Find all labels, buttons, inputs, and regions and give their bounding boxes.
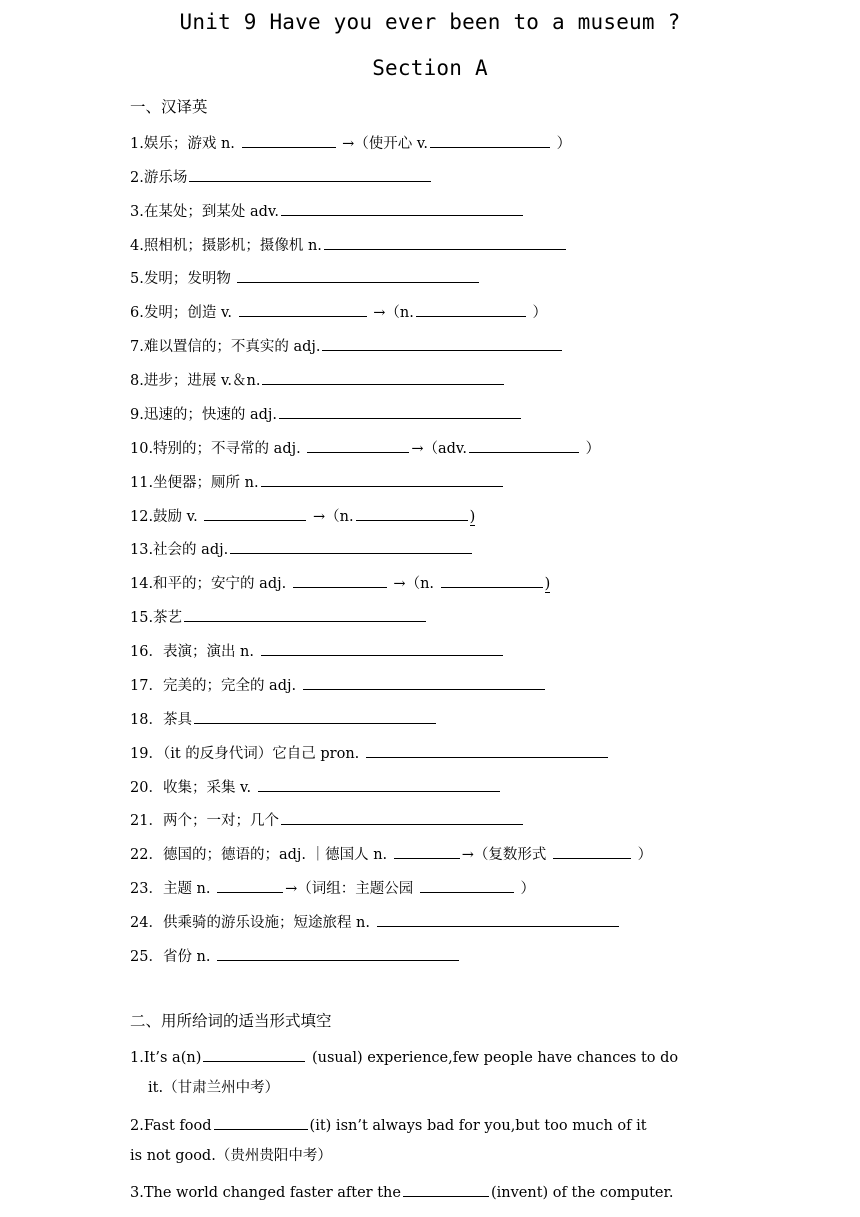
item-13-text: 13.社会的 adj. [130,542,229,558]
item-7-blank[interactable] [322,333,562,351]
page-title: Unit 9 Have you ever been to a museum ? [179,10,681,34]
item-10-text: 10.特别的；不寻常的 adj. [130,441,306,457]
item-24-blank[interactable] [377,909,619,927]
item-9 [130,401,523,423]
item-17-blank[interactable] [303,672,545,690]
item-1-text-b: →（使开心 v. [337,136,428,152]
item-4-blank[interactable] [324,232,566,250]
item-10 [130,435,600,457]
item-6 [130,299,547,321]
item-11-blank[interactable] [261,469,503,487]
item-2-text: 2.游乐场 [130,170,188,186]
fill-q2-text-b: (it) isn’t always bad for you,but too much of it [309,1118,647,1134]
fill-q2-text: 2.Fast food [130,1118,212,1134]
item-7 [130,333,564,355]
item-4-text: 4.照相机；摄影机；摄像机 n. [130,238,322,254]
fill-q1-text-b: (usual) experience,few people have chances to do [307,1050,679,1066]
fill-q1-text: 1.It’s a(n) [130,1050,202,1066]
item-11-text: 11.坐便器；厕所 n. [130,475,259,491]
item-1-text-c: ） [551,136,572,152]
item-23-blank-1[interactable] [217,875,283,893]
item-22-blank-1[interactable] [394,841,460,859]
item-11 [130,469,505,491]
item-12-text: 12.鼓励 v. [130,509,203,525]
item-21-text: 21．两个；一对；几个 [130,813,279,829]
item-14-blank-2[interactable] [441,570,543,588]
item-12 [130,503,475,525]
item-20 [130,774,502,796]
item-25 [130,943,461,965]
item-12-text-b: →（n. [308,509,354,525]
item-22-text-b: →（复数形式 [461,847,552,863]
item-6-text: 6.发明；创造 v. [130,305,237,321]
fill-q1-cont: it.（甘肃兰州中考） [148,1080,280,1096]
item-20-blank[interactable] [258,774,500,792]
fill-q1-blank[interactable] [203,1044,305,1062]
item-19-blank[interactable] [366,740,608,758]
item-17-text: 17．完美的；完全的 adj. [130,678,301,694]
item-24-text: 24．供乘骑的游乐设施；短途旅程 n. [130,915,375,931]
item-3-blank[interactable] [281,198,523,216]
item-7-text: 7.难以置信的；不真实的 adj. [130,339,321,355]
item-18 [130,706,438,728]
item-22 [130,841,652,863]
item-6-blank-2[interactable] [416,299,526,317]
item-10-blank-2[interactable] [469,435,579,453]
fill-q3-text: 3.The world changed faster after the [130,1185,401,1201]
item-14-text-b: →（n. [388,576,439,592]
item-6-text-b: →（n. [368,305,414,321]
item-9-text: 9.迅速的；快速的 adj. [130,407,277,423]
item-5-blank[interactable] [237,265,479,283]
item-12-blank-1[interactable] [204,503,306,521]
item-14-blank-1[interactable] [293,570,387,588]
item-25-text: 25．省份 n. [130,949,216,965]
item-23-text: 23．主题 n. [130,881,216,897]
item-21-blank[interactable] [281,807,523,825]
fill-q3 [130,1179,673,1201]
item-16 [130,638,505,660]
fill-q2-blank[interactable] [214,1112,308,1130]
item-17 [130,672,547,694]
item-19-text: 19．（it 的反身代词）它自己 pron. [130,746,364,762]
item-2 [130,164,433,186]
item-13-blank[interactable] [230,536,472,554]
fill-q3-text-b: (invent) of the computer. [490,1185,674,1201]
section-title: Section A [372,56,488,80]
item-8-text: 8.进步；进展 v.＆n. [130,373,261,389]
item-3 [130,198,525,220]
item-18-text: 18．茶具 [130,712,192,728]
item-10-text-b: →（adv. [411,441,467,457]
item-20-text: 20．收集；采集 v. [130,780,256,796]
item-9-blank[interactable] [279,401,521,419]
item-16-blank[interactable] [261,638,503,656]
item-23-text-c: ） [515,881,535,897]
fill-q3-blank[interactable] [403,1179,489,1197]
item-19 [130,740,610,762]
item-22-text-c: ） [633,847,653,863]
item-1-blank-1[interactable] [242,130,336,148]
item-12-blank-2[interactable] [356,503,468,521]
item-10-text-c: ） [580,441,601,457]
item-5-text: 5.发明；发明物 [130,271,236,287]
item-1 [130,130,571,152]
item-15-text: 15.茶艺 [130,610,183,626]
item-15-blank[interactable] [184,604,426,622]
fill-q2-cont: is not good.（贵州贵阳中考） [130,1148,332,1164]
item-22-text: 22．德国的；德语的；adj. ｜德国人 n. [130,847,392,863]
item-8 [130,367,506,389]
item-6-blank-1[interactable] [239,299,367,317]
item-23-blank-2[interactable] [420,875,514,893]
item-13 [130,536,474,558]
item-23-text-b: →（词组：主题公园 [285,881,418,897]
item-10-blank-1[interactable] [307,435,409,453]
item-12-text-c: ) [469,509,476,525]
item-22-blank-2[interactable] [553,841,631,859]
item-25-blank[interactable] [217,943,459,961]
part1-heading: 一、汉译英 [130,98,208,116]
item-18-blank[interactable] [194,706,436,724]
part2-heading: 二、用所给词的适当形式填空 [130,1012,332,1030]
item-1-blank-2[interactable] [430,130,550,148]
item-1-text: 1.娱乐；游戏 n. [130,136,240,152]
item-6-text-c: ） [527,305,547,321]
fill-q1 [130,1044,678,1066]
item-3-text: 3.在某处；到某处 adv. [130,204,279,220]
item-2-blank[interactable] [189,164,431,182]
item-16-text: 16．表演；演出 n. [130,644,259,660]
item-5 [130,265,481,287]
item-21 [130,807,525,829]
item-8-blank[interactable] [262,367,504,385]
item-4 [130,232,568,254]
item-23 [130,875,535,897]
item-24 [130,909,621,931]
item-15 [130,604,428,626]
fill-q2 [130,1112,647,1134]
item-14-text: 14.和平的；安宁的 adj. [130,576,291,592]
item-14 [130,570,550,592]
item-14-text-c: ) [544,576,551,592]
